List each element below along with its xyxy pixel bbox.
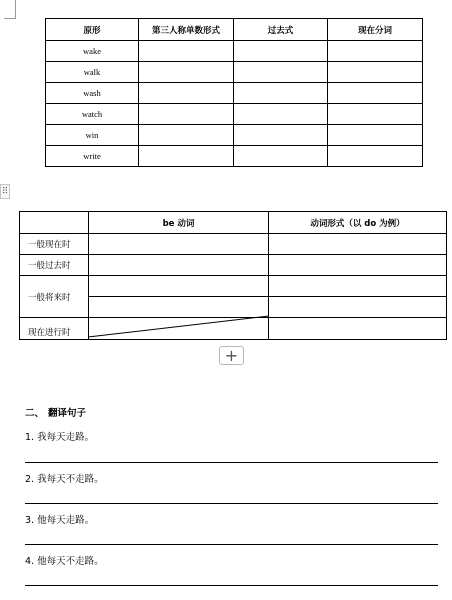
- answer-cell[interactable]: [89, 234, 269, 255]
- answer-cell[interactable]: [139, 41, 234, 62]
- answer-cell[interactable]: [139, 62, 234, 83]
- table-row: [46, 62, 423, 83]
- answer-cell[interactable]: [269, 234, 447, 255]
- answer-cell[interactable]: [139, 125, 234, 146]
- answer-cell[interactable]: [328, 41, 423, 62]
- base-form-cell[interactable]: write: [46, 146, 139, 167]
- answer-cell[interactable]: [328, 125, 423, 146]
- section-title: 翻译句子: [48, 408, 87, 419]
- base-form-cell[interactable]: walk: [46, 62, 139, 83]
- header-verb-form: 动词形式（以 do 为例）: [269, 212, 447, 234]
- base-form-cell[interactable]: wash: [46, 83, 139, 104]
- table-row: [46, 104, 423, 125]
- answer-cell[interactable]: [89, 255, 269, 276]
- header-be-verb: be 动词: [89, 212, 269, 234]
- table-row: [46, 125, 423, 146]
- base-form-cell[interactable]: wake: [46, 41, 139, 62]
- header-base-form: 原形: [46, 19, 139, 41]
- table-header-row: [46, 19, 423, 41]
- verb-forms-table: [45, 18, 423, 167]
- answer-cell[interactable]: [139, 83, 234, 104]
- header-empty: [20, 212, 89, 234]
- table-row: [46, 41, 423, 62]
- answer-cell[interactable]: [139, 146, 234, 167]
- answer-cell[interactable]: [328, 146, 423, 167]
- answer-cell[interactable]: [89, 297, 269, 318]
- answer-line[interactable]: [25, 544, 438, 545]
- answer-cell[interactable]: [269, 318, 447, 340]
- table-header-row: [20, 212, 447, 234]
- base-form-cell[interactable]: watch: [46, 104, 139, 125]
- tense-label[interactable]: 一般将来时: [20, 276, 89, 318]
- question-text: 4. 他每天不走路。: [25, 556, 104, 567]
- section-heading: [25, 405, 86, 419]
- table-row: [46, 146, 423, 167]
- tense-label[interactable]: 现在进行时: [20, 318, 89, 340]
- answer-line[interactable]: [25, 462, 438, 463]
- tense-label[interactable]: 一般现在时: [20, 234, 89, 255]
- table-row: [20, 276, 447, 297]
- answer-cell[interactable]: [328, 83, 423, 104]
- answer-cell[interactable]: [328, 104, 423, 125]
- answer-cell[interactable]: [234, 41, 328, 62]
- page-corner-mark: [4, 0, 16, 19]
- question-text: 3. 他每天走路。: [25, 515, 95, 526]
- answer-line[interactable]: [25, 585, 438, 586]
- answer-cell[interactable]: [234, 125, 328, 146]
- answer-cell[interactable]: [234, 62, 328, 83]
- answer-cell[interactable]: [234, 104, 328, 125]
- header-third-person-singular: 第三人称单数形式: [139, 19, 234, 41]
- plus-icon: +: [224, 346, 239, 365]
- answer-cell[interactable]: [269, 297, 447, 318]
- answer-cell[interactable]: [234, 146, 328, 167]
- move-handle-icon[interactable]: ⠿: [0, 184, 10, 199]
- diagonal-line: [88, 316, 269, 338]
- answer-cell[interactable]: [328, 62, 423, 83]
- tense-label[interactable]: 一般过去时: [20, 255, 89, 276]
- add-row-button[interactable]: [219, 346, 244, 365]
- answer-cell[interactable]: [89, 276, 269, 297]
- answer-cell[interactable]: [269, 255, 447, 276]
- question-text: 2. 我每天不走路。: [25, 474, 104, 485]
- answer-line[interactable]: [25, 503, 438, 504]
- table-row: [20, 234, 447, 255]
- answer-cell[interactable]: [139, 104, 234, 125]
- section-number: 二、: [25, 408, 45, 419]
- table-row: [46, 83, 423, 104]
- answer-cell[interactable]: [234, 83, 328, 104]
- answer-cell[interactable]: [269, 276, 447, 297]
- base-form-cell[interactable]: win: [46, 125, 139, 146]
- question-text: 1. 我每天走路。: [25, 432, 95, 443]
- header-past-tense: 过去式: [234, 19, 328, 41]
- header-present-participle: 现在分词: [328, 19, 423, 41]
- table-row: [20, 255, 447, 276]
